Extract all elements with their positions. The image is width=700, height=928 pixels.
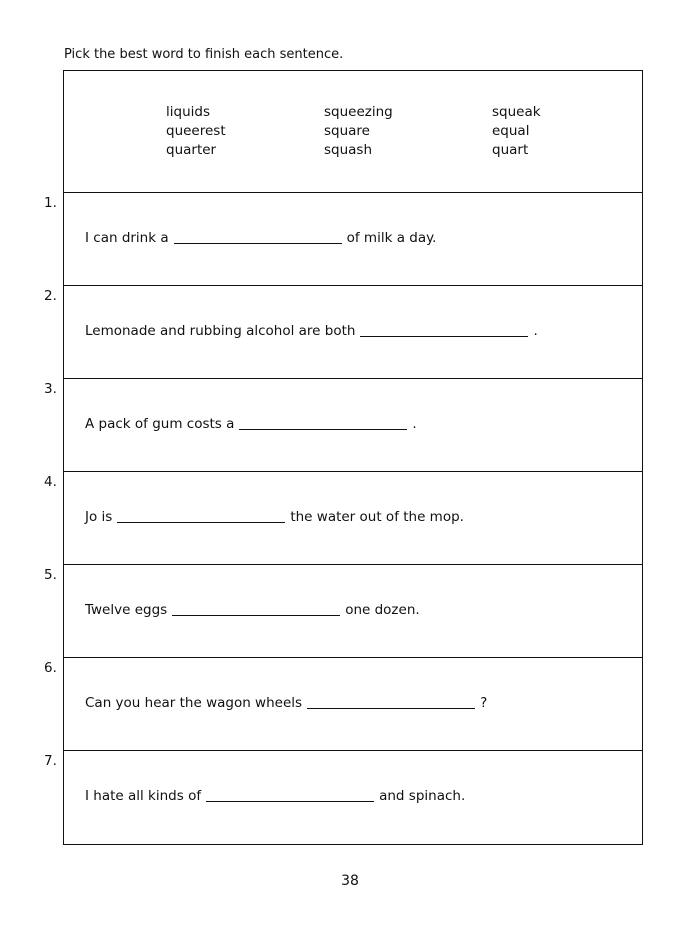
word-bank — [64, 71, 642, 193]
question-number: 4. — [44, 474, 57, 490]
sentence-start: I hate all kinds of — [85, 788, 202, 804]
question-row-1 — [44, 193, 642, 286]
sentence-end: of milk a day. — [346, 230, 437, 246]
question-row-2 — [44, 286, 642, 379]
question-row-6 — [44, 658, 642, 751]
word-bank-column-2 — [324, 103, 393, 160]
question-number: 7. — [44, 753, 57, 769]
word-bank-word: quarter — [166, 142, 217, 158]
question-sentence — [85, 787, 465, 804]
word-bank-word: squeezing — [324, 104, 393, 120]
sentence-start: Can you hear the wagon wheels — [85, 695, 303, 711]
word-bank-word: squeak — [492, 104, 541, 120]
sentence-end: one dozen. — [345, 602, 420, 618]
sentence-start: Twelve eggs — [85, 602, 168, 618]
question-sentence — [85, 601, 420, 618]
answer-blank[interactable] — [307, 694, 475, 709]
page-number: 38 — [341, 873, 359, 889]
answer-blank[interactable] — [117, 508, 285, 523]
word-bank-word: equal — [492, 123, 530, 139]
sentence-end: . — [533, 323, 538, 339]
sentence-end: ? — [480, 695, 488, 711]
question-row-5 — [44, 565, 642, 658]
question-sentence — [85, 508, 464, 525]
sentence-start: Lemonade and rubbing alcohol are both — [85, 323, 356, 339]
sentence-end: . — [412, 416, 417, 432]
question-number: 6. — [44, 660, 57, 676]
question-sentence — [85, 415, 417, 432]
answer-blank[interactable] — [174, 229, 342, 244]
question-sentence — [85, 322, 538, 339]
question-number: 3. — [44, 381, 57, 397]
answer-blank[interactable] — [172, 601, 340, 616]
word-bank-word: quart — [492, 142, 529, 158]
question-number: 1. — [44, 195, 57, 211]
instructions: Pick the best word to finish each sentence. — [64, 47, 344, 62]
question-number: 5. — [44, 567, 57, 583]
question-row-3 — [44, 379, 642, 472]
word-bank-word: queerest — [166, 123, 226, 139]
sentence-end: and spinach. — [379, 788, 466, 804]
sentence-start: I can drink a — [85, 230, 169, 246]
answer-blank[interactable] — [206, 787, 374, 802]
word-bank-word: liquids — [166, 104, 210, 120]
answer-blank[interactable] — [360, 322, 528, 337]
sentence-start: Jo is — [85, 509, 113, 525]
question-sentence — [85, 694, 487, 711]
worksheet-box — [44, 70, 643, 845]
sentence-end: the water out of the mop. — [290, 509, 464, 525]
sentence-start: A pack of gum costs a — [85, 416, 235, 432]
word-bank-column-1 — [166, 103, 226, 160]
word-bank-column-3 — [492, 103, 541, 160]
word-bank-word: square — [324, 123, 370, 139]
question-sentence — [85, 229, 436, 246]
question-number: 2. — [44, 288, 57, 304]
question-row-7 — [44, 751, 642, 844]
question-row-4 — [44, 472, 642, 565]
answer-blank[interactable] — [239, 415, 407, 430]
word-bank-word: squash — [324, 142, 373, 158]
